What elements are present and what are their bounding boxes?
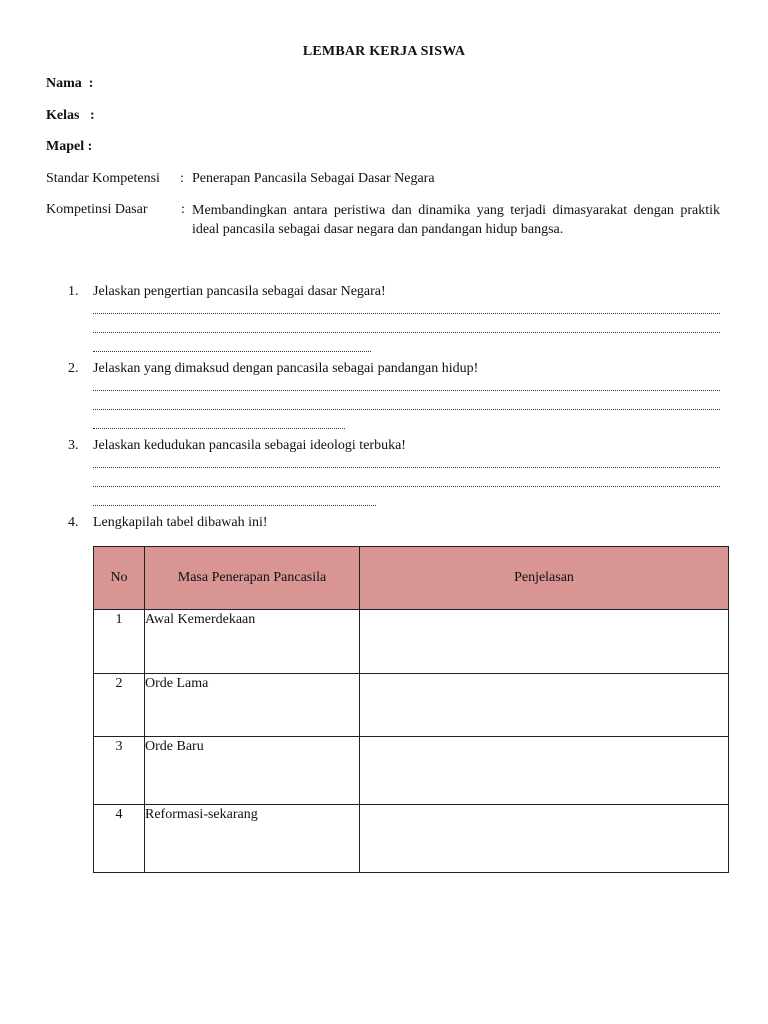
answer-line[interactable] [93,504,376,506]
answer-line[interactable] [93,408,720,410]
standar-kompetensi-colon: : [180,171,184,186]
row-masa: Orde Baru [145,737,360,805]
header-no: No [94,547,145,610]
question-text: Jelaskan kedudukan pancasila sebagai ideologi terbuka! [93,438,406,453]
question-number: 3. [68,438,79,453]
row-masa: Reformasi-sekarang [145,805,360,873]
standar-kompetensi-value: Penerapan Pancasila Sebagai Dasar Negara [192,171,435,186]
question-text: Jelaskan pengertian pancasila sebagai dasar Negara! [93,284,386,299]
row-no: 3 [94,737,145,805]
question-number: 1. [68,284,79,299]
question-text: Jelaskan yang dimaksud dengan pancasila sebagai pandangan hidup! [93,361,479,376]
table-row [94,805,729,873]
answer-line[interactable] [93,331,720,333]
question-number: 4. [68,515,79,530]
question-number: 2. [68,361,79,376]
row-masa: Awal Kemerdekaan [145,610,360,674]
penerapan-pancasila-table [93,546,729,873]
row-no: 4 [94,805,145,873]
answer-line[interactable] [93,389,720,391]
nama-field: Nama : [46,76,94,91]
row-penjelasan-cell[interactable] [360,737,729,805]
header-masa: Masa Penerapan Pancasila [145,547,360,610]
table-row [94,674,729,737]
row-penjelasan-cell[interactable] [360,610,729,674]
mapel-field: Mapel : [46,139,93,154]
row-no: 1 [94,610,145,674]
page-title: LEMBAR KERJA SISWA [302,44,466,59]
answer-line[interactable] [93,485,720,487]
kompetensi-dasar-colon: : [181,202,185,217]
answer-line[interactable] [93,312,720,314]
table-row [94,610,729,674]
kompetensi-dasar-value: Membandingkan antara peristiwa dan dinamika yang terjadi dimasyarakat dengan praktik ideal pancasila sebagai dasar negara dan pandangan hidup bangsa. [192,203,720,237]
row-masa: Orde Lama [145,674,360,737]
header-penjelasan: Penjelasan [360,547,729,610]
answer-line[interactable] [93,466,720,468]
row-penjelasan-cell[interactable] [360,674,729,737]
table-row [94,737,729,805]
row-penjelasan-cell[interactable] [360,805,729,873]
standar-kompetensi-label: Standar Kompetensi [46,171,160,186]
table-header-row [94,547,729,610]
answer-line[interactable] [93,350,371,352]
kompetensi-dasar-label: Kompetinsi Dasar [46,202,148,217]
kelas-field: Kelas : [46,108,95,123]
row-no: 2 [94,674,145,737]
question-text: Lengkapilah tabel dibawah ini! [93,515,268,530]
answer-line[interactable] [93,427,345,429]
